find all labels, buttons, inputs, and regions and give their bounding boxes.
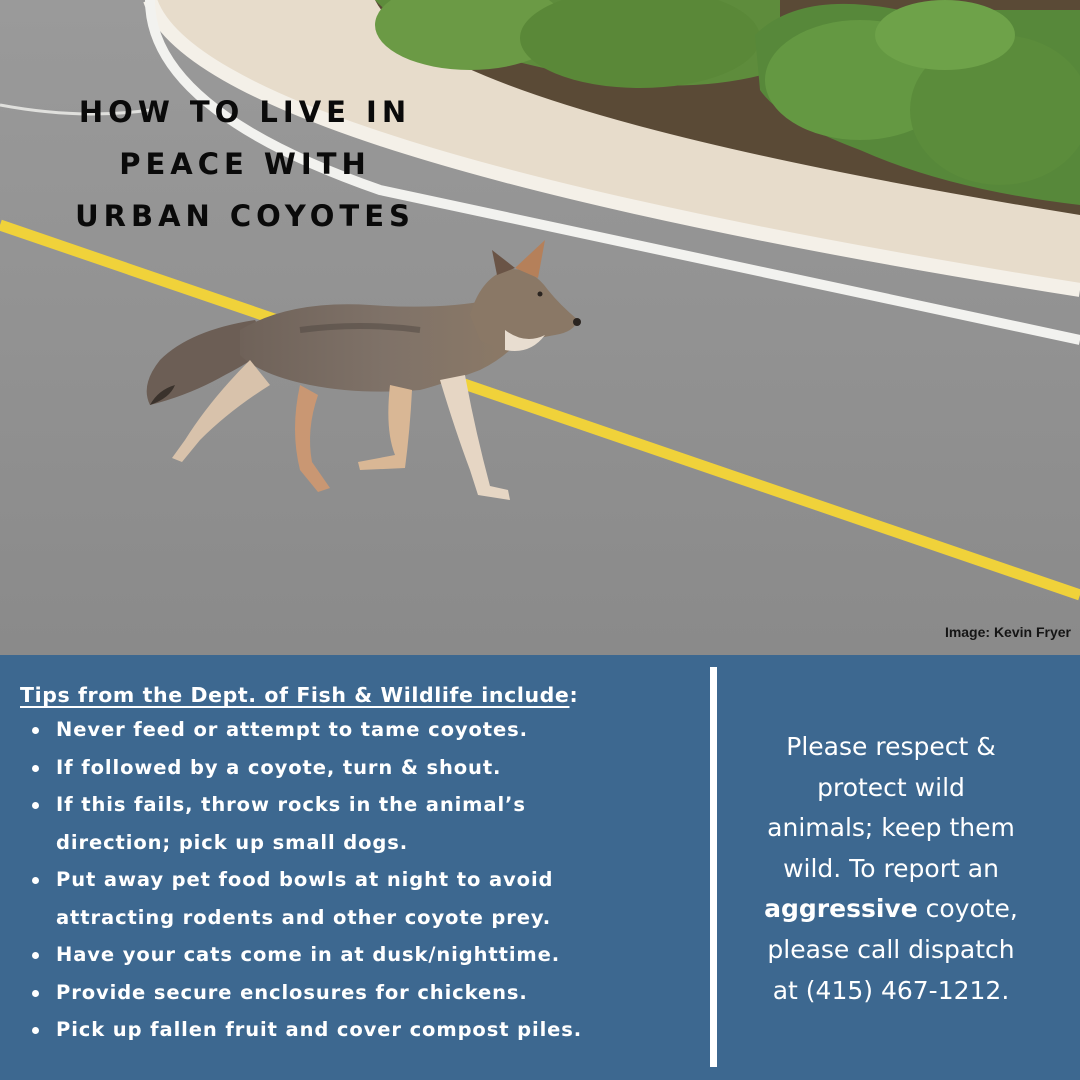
- tip-text: Never feed or attempt to tame coyotes.: [56, 718, 528, 741]
- tip-item: [20, 1011, 700, 1049]
- notice-line: animals; keep them: [767, 813, 1015, 843]
- tip-text: Put away pet food bowls at night to avoid: [56, 868, 554, 891]
- aggressive-emphasis: aggressive: [764, 894, 918, 924]
- headline-line-1: HOW TO LIVE IN: [78, 95, 412, 129]
- tip-item: [20, 861, 700, 936]
- photo-credit: Image: Kevin Fryer: [944, 624, 1071, 640]
- tips-section: [20, 683, 700, 1049]
- info-panel: [0, 655, 1080, 1080]
- tip-item: [20, 711, 700, 749]
- tip-item: [20, 936, 700, 974]
- notice-line: Please respect &: [786, 732, 996, 761]
- headline-line-3: URBAN COYOTES: [75, 199, 415, 233]
- tips-heading-text: Tips from the Dept. of Fish & Wildlife include: [20, 683, 570, 707]
- tips-heading: [20, 683, 700, 707]
- tip-text-continued: attracting rodents and other coyote prey.: [56, 905, 552, 929]
- notice-line: protect wild: [817, 772, 965, 802]
- tip-text-continued: direction; pick up small dogs.: [56, 830, 409, 854]
- tip-text: If this fails, throw rocks in the animal’s: [56, 793, 526, 816]
- notice-line: wild. To report an: [783, 853, 999, 883]
- tip-item: [20, 749, 700, 787]
- tips-list: [20, 711, 700, 1049]
- report-notice: [730, 727, 1052, 1011]
- tip-text: Have your cats come in at dusk/nighttime.: [56, 943, 561, 966]
- tip-item: [20, 786, 700, 861]
- tip-item: [20, 974, 700, 1012]
- headline-line-2: PEACE WITH: [119, 147, 371, 181]
- notice-line-rest: coyote,: [917, 894, 1018, 924]
- notice-line: please call dispatch: [767, 934, 1015, 964]
- notice-line: [730, 889, 1052, 930]
- vertical-divider: [710, 667, 717, 1067]
- tips-heading-colon: :: [569, 683, 579, 707]
- dispatch-phone-line: at (415) 467-1212.: [772, 975, 1010, 1005]
- tip-text: If followed by a coyote, turn & shout.: [56, 755, 502, 779]
- tip-text: Pick up fallen fruit and cover compost piles.: [56, 1018, 583, 1041]
- tip-text: Provide secure enclosures for chickens.: [56, 980, 528, 1004]
- poster-headline: [30, 86, 460, 242]
